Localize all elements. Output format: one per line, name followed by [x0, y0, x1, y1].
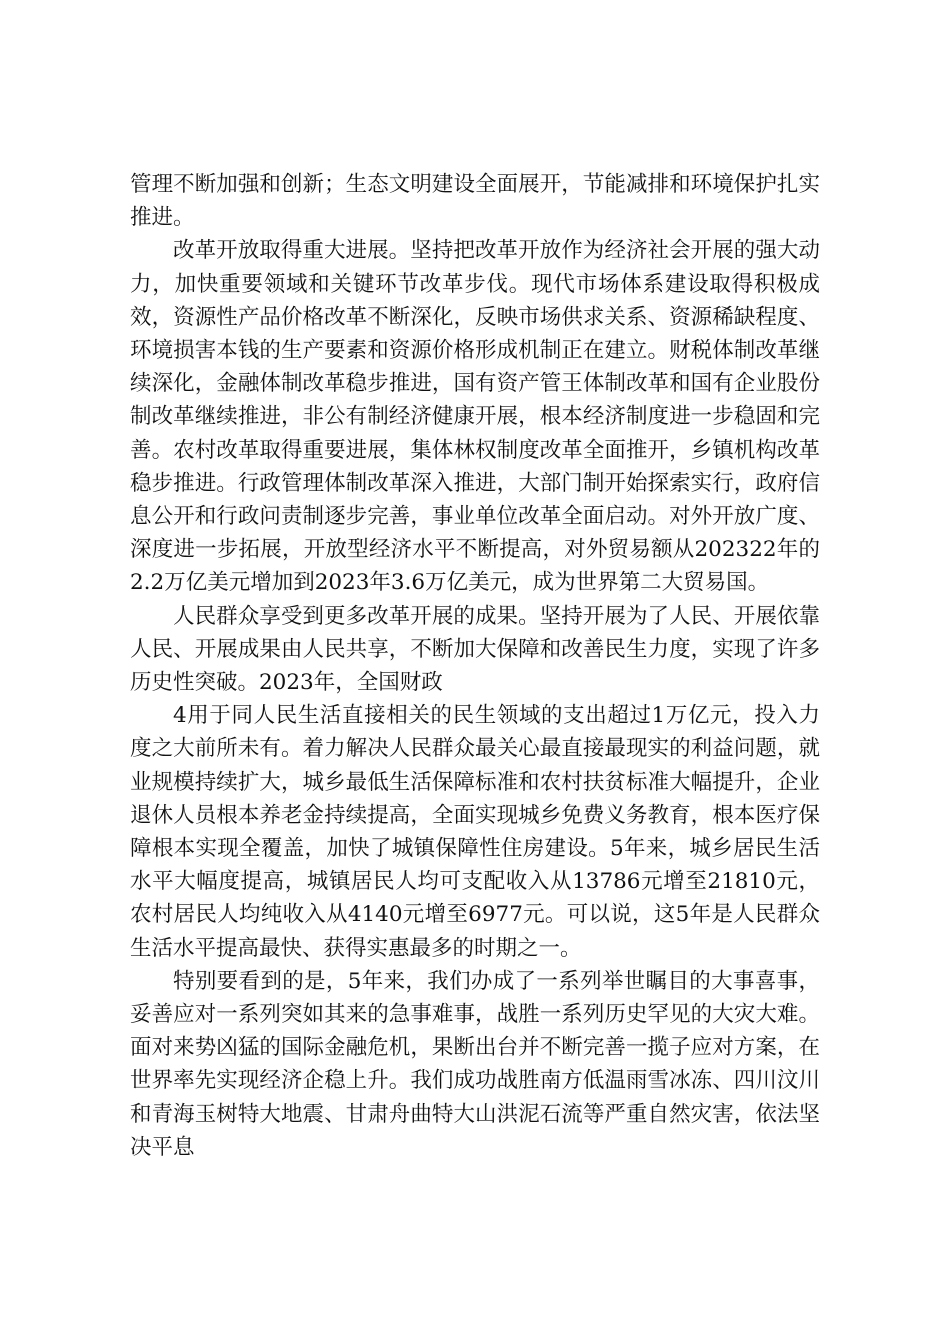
- paragraph-livelihood-spending: 4用于同人民生活直接相关的民生领域的支出超过1万亿元，投入力度之大前所未有。着力解决人民群众最关心最直接最现实的利益问题，就业规模持续扩大，城乡最低生活保障标准和农村扶贫标准大幅提升，企业退休人员根本养老金持续提高，全面实现城乡免费义务教育，根本医疗保障根本实现全覆盖，加快了城镇保障性住房建设。5年来，城乡居民生活水平大幅度提高，城镇居民人均可支配收入从13786元增至21810元，农村居民人均纯收入从4140元增至6977元。可以说，这5年是人民群众生活水平提高最快、获得实惠最多的时期之一。: [130, 703, 820, 961]
- body-text: [130, 168, 820, 1164]
- paragraph-reform-opening: 改革开放取得重大进展。坚持把改革开放作为经济社会开展的强大动力，加快重要领域和关键环节改革步伐。现代市场体系建设取得积极成效，资源性产品价格改革不断深化，反映市场供求关系、资源稀缺程度、环境损害本钱的生产要素和资源价格形成机制正在建立。财税体制改革继续深化，金融体制改革稳步推进，国有资产管王体制改革和国有企业股份制改革继续推进，非公有制经济健康开展，根本经济制度进一步稳固和完善。农村改革取得重要进展，集体林权制度改革全面推开，乡镇机构改革稳步推进。行政管理体制改革深入推进，大部门制开始探索实行，政府信息公开和行政问责制逐步完善，事业单位改革全面启动。对外开放广度、深度进一步拓展，开放型经济水平不断提高，对外贸易额从202322年的2.2万亿美元增加到2023年3.6万亿美元，成为世界第二大贸易国。: [130, 238, 820, 596]
- paragraph-continuation: 管理不断加强和创新；生态文明建设全面展开，节能减排和环境保护扎实推进。: [130, 172, 820, 231]
- paragraph-people-benefits: 人民群众享受到更多改革开展的成果。坚持开展为了人民、开展依靠人民、开展成果由人民共享，不断加大保障和改善民生力度，实现了许多历史性突破。2023年，全国财政: [130, 603, 820, 696]
- paragraph-major-events: 特别要看到的是，5年来，我们办成了一系列举世瞩目的大事喜事，妥善应对一系列突如其来的急事难事，战胜一系列历史罕见的大灾大难。面对来势凶猛的国际金融危机，果断出台并不断完善一揽子应对方案，在世界率先实现经济企稳上升。我们成功战胜南方低温雨雪冰冻、四川汶川和青海玉树特大地震、甘肃舟曲特大山洪泥石流等严重自然灾害，依法坚决平息: [130, 968, 820, 1160]
